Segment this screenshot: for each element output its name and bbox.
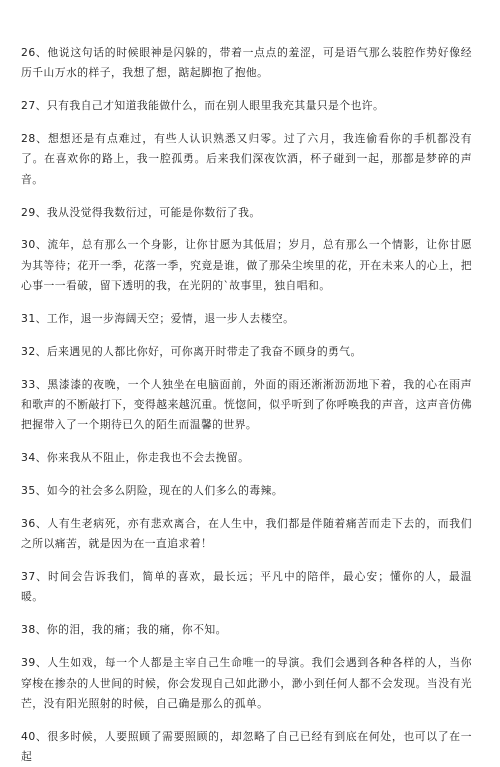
item-text: 我从没觉得我数衍过，可能是你数衍了我。 (46, 205, 261, 219)
item-text: 你的泪，我的痛；我的痛，你不知。 (46, 623, 227, 637)
item-number: 38、 (21, 623, 47, 637)
list-item (21, 448, 472, 468)
item-number: 28、 (21, 132, 48, 146)
item-number: 26、 (21, 46, 48, 59)
list-item (21, 567, 472, 608)
item-text: 工作，退一步海阔天空；爱情，退一步人去楼空。 (46, 311, 295, 325)
item-text: 你来我从不阻止，你走我也不会去挽留。 (46, 451, 250, 465)
sentence-list (21, 43, 472, 767)
item-text: 流年，总有那么一个身影，让你甘愿为其低眉；岁月，总有那么一个情影，让你甘愿为其等待；花开一季，花落一季，究竟是谁，做了那朵尘埃里的花，开在未来人的心上，把心事一一看破，留下透明的我，在光阴的`故事里，独自唱和。 (21, 238, 472, 293)
item-number: 36、 (21, 516, 48, 530)
item-text: 人有生老病死，亦有悲欢离合，在人生中，我们都是伴随着痛苦而走下去的，而我们之所以痛苦，就是因为在一直追求着！ (21, 516, 472, 551)
list-item (21, 514, 472, 555)
item-number: 33、 (21, 377, 48, 391)
item-number: 37、 (21, 570, 48, 584)
item-text: 时间会告诉我们，简单的喜欢，最长远；平凡中的陪伴，最心安；懂你的人，最温暖。 (21, 570, 472, 604)
list-item (21, 43, 472, 84)
item-number: 39、 (21, 656, 48, 670)
list-item (21, 309, 472, 329)
list-item (21, 653, 472, 714)
item-number: 35、 (21, 484, 47, 498)
list-item (21, 375, 472, 436)
item-number: 32、 (21, 344, 47, 358)
list-item (21, 203, 472, 223)
item-number: 30、 (21, 238, 48, 252)
item-text: 后来遇见的人都比你好，可你离开时带走了我奋不顾身的勇气。 (46, 344, 362, 358)
list-item (21, 342, 472, 362)
item-text: 很多时候，人要照顾了需要照顾的，却忽略了自己已经有到底在何处，也可以了在一起 (21, 729, 472, 764)
list-item (21, 620, 472, 640)
item-text: 如今的社会多么阴险，现在的人们多么的毒辣。 (46, 484, 284, 498)
item-number: 29、 (21, 205, 47, 219)
list-item (21, 96, 472, 116)
list-item (21, 235, 472, 296)
item-text: 黑漆漆的夜晚，一个人独坐在电脑面前，外面的雨还淅淅沥沥地下着，我的心在雨声和歌声的不断敲打下，变得越来越沉重。恍惚间，似乎听到了你呼唤我的声音，这声音仿佛把握带入了一个期待已久的陌生而温馨的世界。 (21, 377, 472, 432)
item-text: 只有我自己才知道我能做什么，而在别人眼里我充其量只是个也许。 (46, 99, 385, 113)
list-item (21, 481, 472, 501)
item-number: 27、 (21, 99, 47, 113)
item-text: 人生如戏，每一个人都是主宰自己生命唯一的导演。我们会遇到各种各样的人，当你穿梭在掺杂的人世间的时候，你会发现自己如此渺小，渺小到任何人都不会发现。当没有光芒，没有阳光照射的时候，自己确是那么的孤单。 (21, 656, 472, 710)
item-text: 想想还是有点难过，有些人认识熟悉又归零。过了六月，我连偷看你的手机都没有了。在喜欢你的路上，我一腔孤勇。后来我们深夜饮酒，杯子碰到一起，那都是梦碎的声音。 (21, 132, 472, 186)
list-item (21, 129, 472, 190)
item-number: 31、 (21, 311, 47, 325)
item-text: 他说这句话的时候眼神是闪躲的，带着一点点的羞涩，可是语气那么装腔作势好像经历千山万水的样子，我想了想，踮起脚抱了抱他。 (21, 46, 472, 80)
item-number: 34、 (21, 451, 47, 465)
list-item (21, 727, 472, 767)
item-number: 40、 (21, 729, 48, 743)
